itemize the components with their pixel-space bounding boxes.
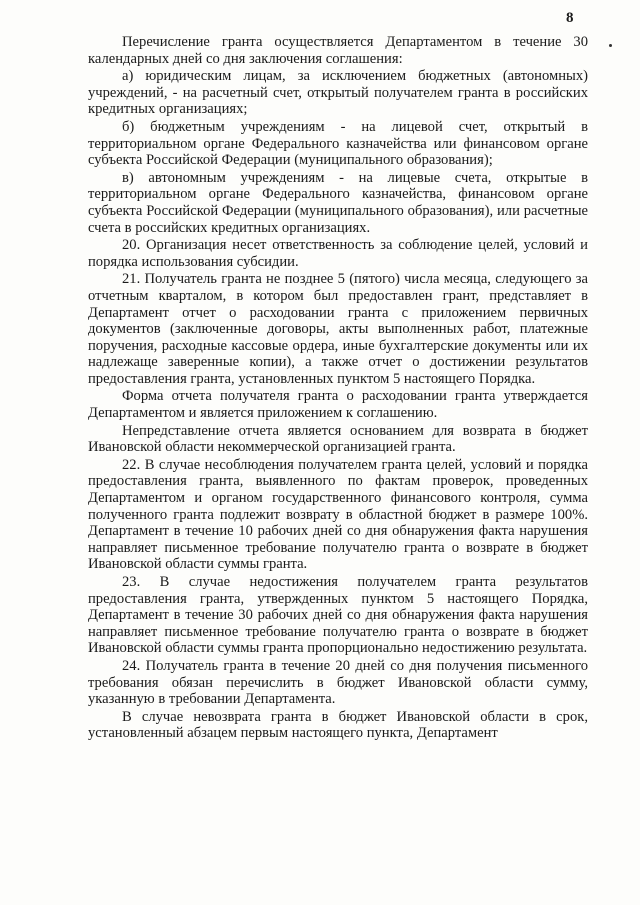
paragraph-item-v: в) автономным учреждениям - на лицевые счета, открытые в территориальном органе Федерального казначейства, финансовом органе субъекта Российской Федерации (муниципального образования), или расчетные счета в российских кредитных организациях. [88,169,588,236]
paragraph-nonreturn: В случае невозврата гранта в бюджет Ивановской области в срок, установленный абзацем первым настоящего пункта, Департамент [88,708,588,742]
scan-speck [609,44,612,47]
paragraph-grant-transfer-intro: Перечисление гранта осуществляется Департаментом в течение 30 календарных дней со дня заключения соглашения: [88,34,588,67]
paragraph-item-b: б) бюджетным учреждениям - на лицевой счет, открытый в территориальном органе Федерального казначейства или финансовом органе субъекта Российской Федерации (муниципального образования); [88,118,588,169]
document-body [88,34,588,742]
paragraph-report-form: Форма отчета получателя гранта о расходовании гранта утверждается Департаментом и является приложением к соглашению. [88,388,588,422]
paragraph-clause-20: 20. Организация несет ответственность за соблюдение целей, условий и порядка использования субсидии. [88,237,588,270]
paragraph-report-nonsubmission: Непредставление отчета является основанием для возврата в бюджет Ивановской области некоммерческой организацией гранта. [88,422,588,456]
page-number: 8 [566,10,574,26]
paragraph-clause-22: 22. В случае несоблюдения получателем гранта целей, условий и порядка предоставления гранта, выявленного по фактам проверок, проведенных Департаментом и органом государственного финансового контроля, сумма полученного гранта подлежит возврату в областной бюджет в размере 100%. Департамент в течение 10 рабочих дней со дня обнаружения факта нарушения направляет письменное требование получателю гранта о возврате в бюджет Ивановской области суммы гранта. [88,456,588,573]
paragraph-clause-24: 24. Получатель гранта в течение 20 дней со дня получения письменного требования обязан перечислить в бюджет Ивановской области сумму, указанную в требовании Департамента. [88,657,588,708]
paragraph-item-a: а) юридическим лицам, за исключением бюджетных (автономных) учреждений, - на расчетный счет, открытый получателем гранта в российских кредитных организациях; [88,68,588,118]
paragraph-clause-23: 23. В случае недостижения получателем гранта результатов предоставления гранта, утвержденных пунктом 5 настоящего Порядка, Департамент в течение 30 рабочих дней со дня обнаружения факта нарушения направляет письменное требование получателю гранта о возврате в бюджет Ивановской области суммы гранта пропорционально недостижению результата. [88,574,588,657]
paragraph-clause-21: 21. Получатель гранта не позднее 5 (пятого) числа месяца, следующего за отчетным кварталом, в котором был предоставлен грант, представляет в Департамент отчет о расходовании гранта с приложением первичных документов (заключенные договоры, акты выполненных работ, платежные поручения, расходные кассовые ордера, иные бухгалтерские документы или их надлежаще заверенные копии), а также отчет о достижении результатов предоставления гранта, установленных пунктом 5 настоящего Порядка. [88,271,588,387]
